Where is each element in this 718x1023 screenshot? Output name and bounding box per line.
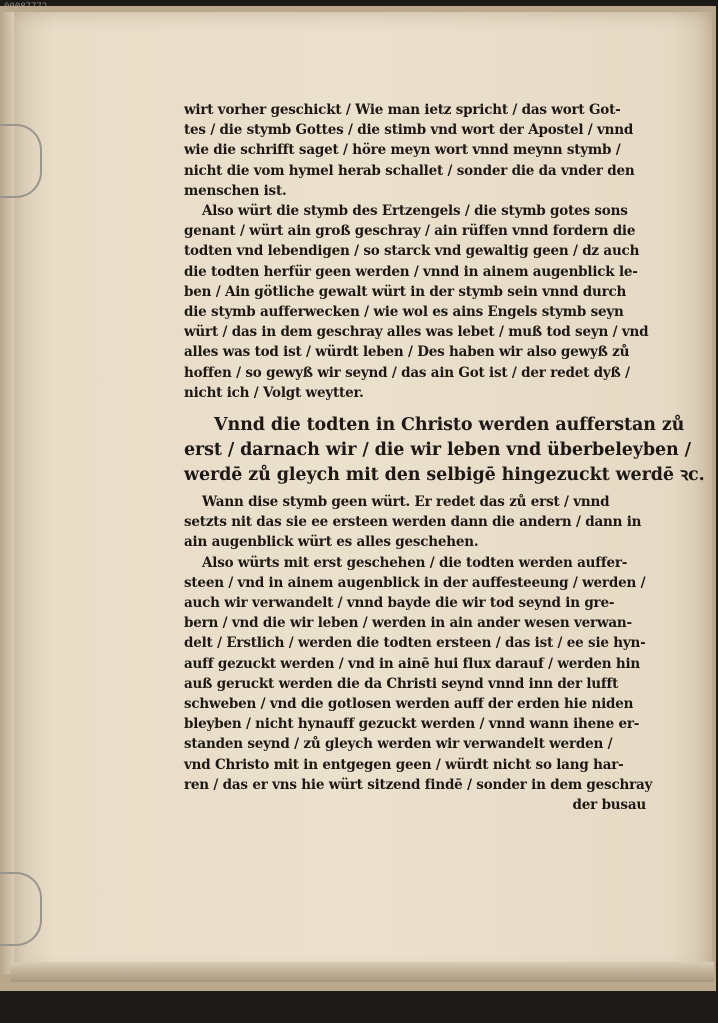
text-line: genant / würt ain groß geschray / ain rüffen vnnd fordern die [184,223,636,240]
text-line: tes / die stymb Gottes / die stimb vnd wort der Apostel / vnnd [184,122,634,139]
text-line: alles was tod ist / würdt leben / Des haben wir also gewyß zů [184,344,630,361]
text-line: auff gezuckt werden / vnd in ainē hui flux darauf / werden hin [184,655,641,672]
paragraph-4 [184,553,653,795]
text-line: standen seynd / zů gleych werden wir verwandelt werden / [184,736,613,753]
text-line: Wann dise stymb geen würt. Er redet das zů erst / vnnd [202,494,610,511]
heading-line: Vnnd die todten in Christo werden aufferstan zů [214,415,685,436]
heading-line: erst / darnach wir / die wir leben vnd überbeleyben / [184,440,691,461]
section-heading [184,413,705,488]
text-line: steen / vnd in ainem augenblick in der auffesteeung / werden / [184,574,646,591]
paragraph-1 [184,100,646,201]
text-line: bern / vnd die wir leben / werden in ain ander wesen verwan- [184,615,632,632]
text-line: menschen ist. [184,182,287,199]
text-line: nicht die vom hymel herab schallet / sonder die da vnder den [184,162,635,179]
text-line: bleyben / nicht hynauff gezuckt werden / vnnd wann ihene er- [184,716,640,733]
text-line: Also würts mit erst geschehen / die todten werden auffer- [202,554,628,571]
text-line: ben / Ain götliche gewalt würt in der stymb sein vnnd durch [184,283,627,300]
text-line: nicht ich / Volgt weytter. [184,384,364,401]
paragraph-2 [184,201,649,403]
text-line: die todten herfür geen werden / vnnd in ainem augenblick le- [184,263,638,280]
text-line: würt / das in dem geschray alles was lebet / muß tod seyn / vnd [184,324,649,341]
paragraph-3 [184,492,646,553]
text-line: Also würt die stymb des Ertzengels / die stymb gotes sons [202,203,628,220]
text-line: ren / das er vns hie würt sitzend findē / sonder in dem geschray [184,776,653,793]
text-line: ain augenblick würt es alles geschehen. [184,534,479,551]
text-line: delt / Erstlich / werden die todten ersteen / das ist / ee sie hyn- [184,635,646,652]
text-line: schweben / vnd die gotlosen werden auff der erden hie niden [184,696,634,713]
text-line: wirt vorher geschickt / Wie man ietz spricht / das wort Got- [184,102,621,118]
text-line: vnd Christo mit in entgegen geen / würdt nicht so lang har- [184,756,624,773]
binding-clip-bottom-icon [0,872,42,946]
text-line: auß geruckt werden die da Christi seynd vnnd inn der lufft [184,675,619,692]
text-line: die stymb aufferwecken / wie wol es ains Engels stymb seyn [184,304,624,321]
text-line: setzts nit das sie ee ersteen werden dann die andern / dann in [184,514,642,531]
binding-clip-top-icon [0,124,42,198]
heading-line: werdē zů gleych mit den selbigē hingezuckt werdē ꝛc. [184,465,705,486]
text-line: todten vnd lebendigen / so starck vnd gewaltig geen / dz auch [184,243,640,260]
text-line: auch wir verwandelt / vnnd bayde die wir tod seynd in gre- [184,595,615,612]
page-text [184,100,705,815]
page-bottom-edge [10,962,714,982]
text-line: hoffen / so gewyß wir seynd / das ain Got ist / der redet dyß / [184,364,630,381]
text-line: wie die schrifft saget / höre meyn wort vnnd meynn stymb / [184,142,621,159]
catchword: der busau [572,797,646,814]
